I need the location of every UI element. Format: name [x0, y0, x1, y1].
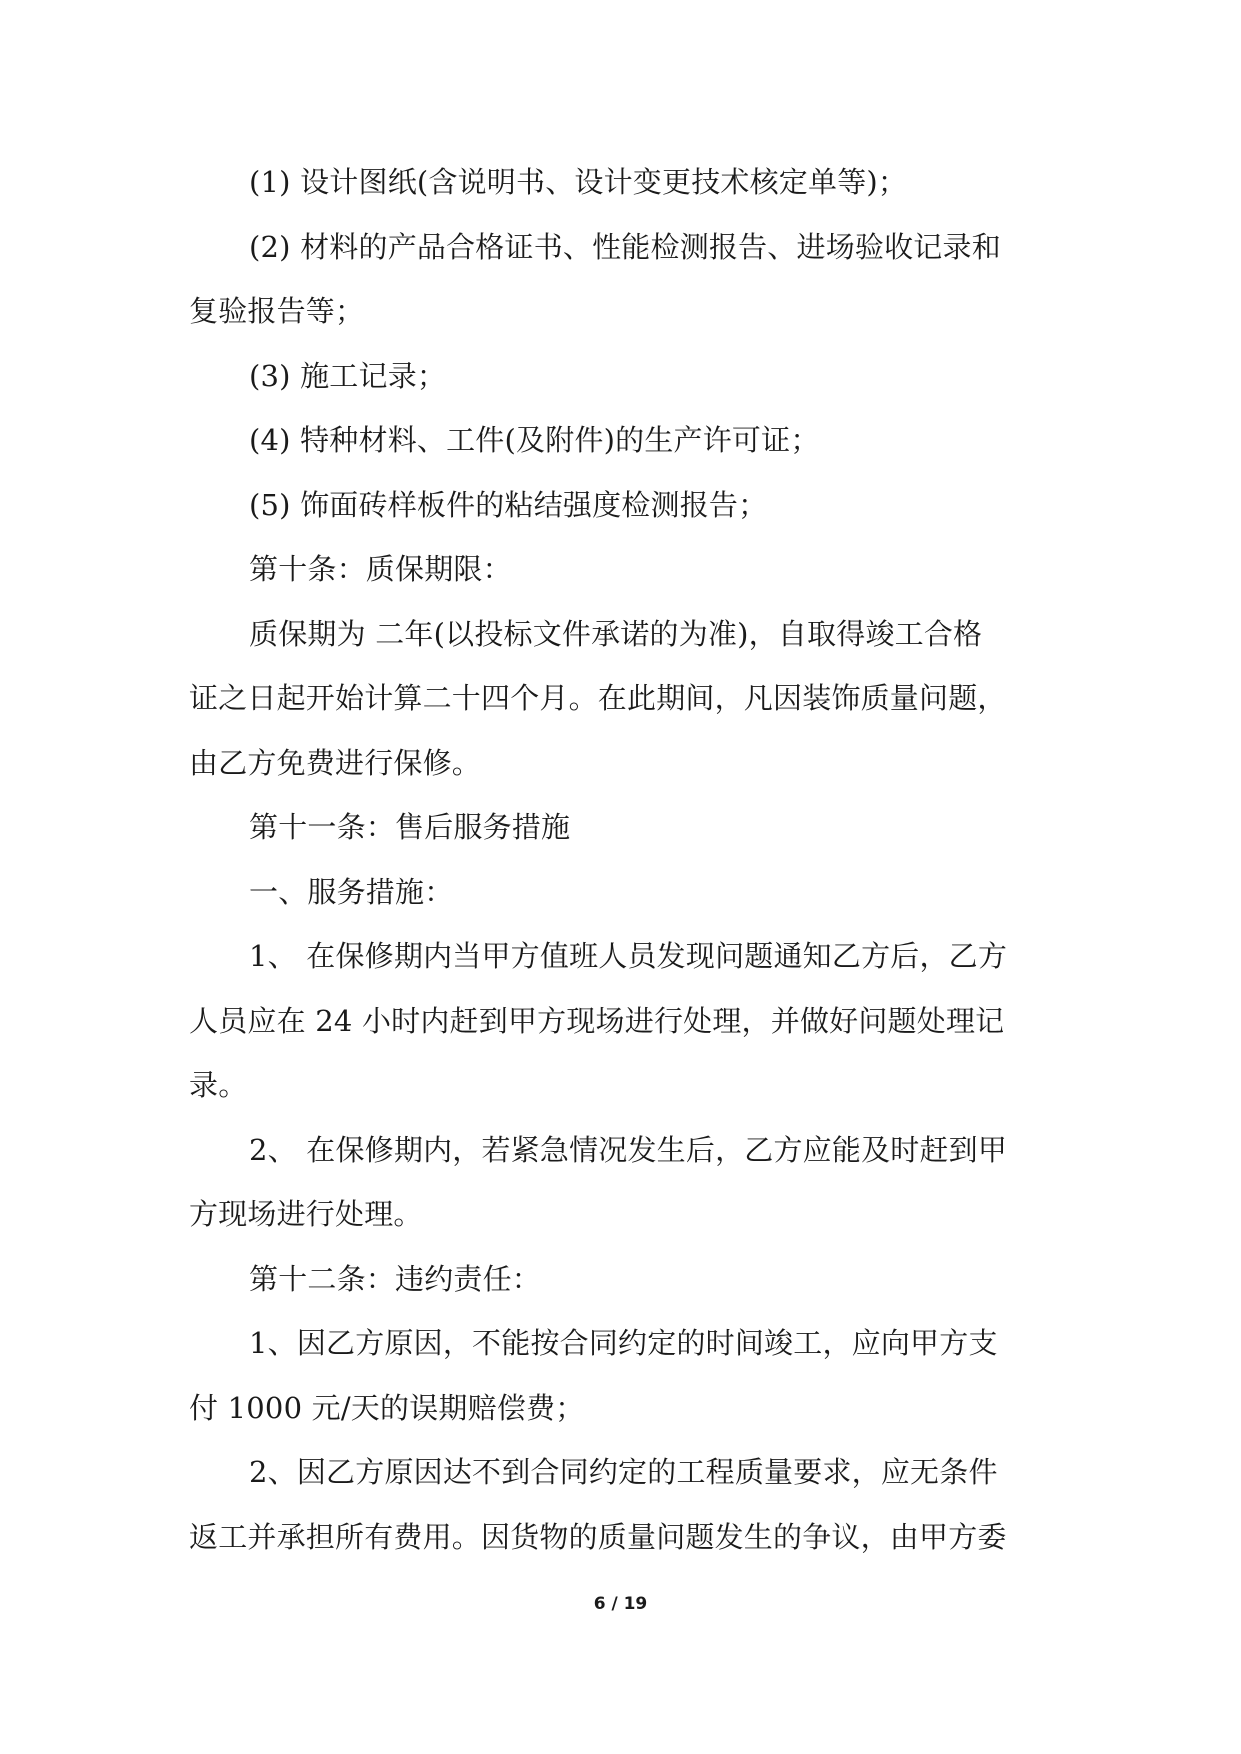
- page-number: 6 / 19: [593, 1594, 648, 1614]
- warranty-paragraph-line-2: 证之日起开始计算二十四个月。在此期间，凡因装饰质量问题，: [189, 681, 1007, 715]
- liability-item-1-line-2: 付 1000 元/天的误期赔偿费；: [189, 1390, 585, 1425]
- service-item-2-line-1: 2、 在保修期内，若紧急情况发生后，乙方应能及时赶到甲: [249, 1132, 1008, 1167]
- list-item-design-drawings: (1) 设计图纸(含说明书、设计变更技术核定单等)；: [249, 165, 908, 199]
- document-body: [189, 150, 1059, 1569]
- warranty-paragraph-line-1: 质保期为 二年(以投标文件承诺的为准)，自取得竣工合格: [249, 616, 983, 651]
- service-item-1-line-3: 录。: [189, 1068, 248, 1102]
- list-item-tile-bond-report: (5) 饰面砖样板件的粘结强度检测报告；: [249, 487, 768, 522]
- list-item-production-license: (4) 特种材料、工件(及附件)的生产许可证；: [249, 423, 820, 457]
- service-item-2-line-2: 方现场进行处理。: [189, 1197, 423, 1231]
- article-10-heading: 第十条：质保期限：: [249, 552, 512, 586]
- liability-item-1-line-1: 1、因乙方原因，不能按合同约定的时间竣工，应向甲方支: [249, 1326, 998, 1360]
- service-item-1-line-2: 人员应在 24 小时内赶到甲方现场进行处理，并做好问题处理记: [189, 1003, 1005, 1038]
- article-12-heading: 第十二条：违约责任：: [249, 1261, 542, 1296]
- list-item-material-certificates-continued: 复验报告等；: [189, 294, 365, 328]
- article-11-heading: 第十一条：售后服务措施: [249, 810, 571, 844]
- service-measures-heading: 一、服务措施：: [249, 874, 454, 909]
- liability-item-2-line-1: 2、因乙方原因达不到合同约定的工程质量要求，应无条件: [249, 1455, 998, 1489]
- service-item-1-line-1: 1、 在保修期内当甲方值班人员发现问题通知乙方后，乙方: [249, 939, 1008, 973]
- list-item-construction-records: (3) 施工记录；: [249, 358, 447, 393]
- liability-item-2-line-2: 返工并承担所有费用。因货物的质量问题发生的争议，由甲方委: [189, 1519, 1007, 1554]
- list-item-material-certificates: (2) 材料的产品合格证书、性能检测报告、进场验收记录和: [249, 229, 1001, 264]
- warranty-paragraph-line-3: 由乙方免费进行保修。: [189, 745, 482, 780]
